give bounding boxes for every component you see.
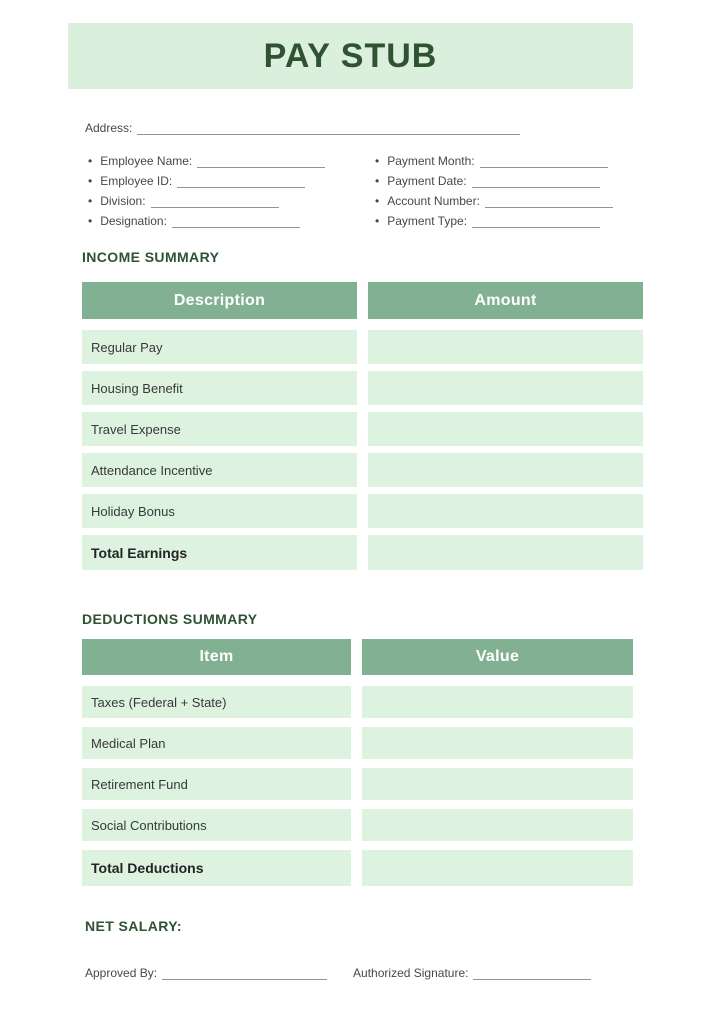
- field-label: Account Number:: [387, 194, 480, 208]
- column-gap: [357, 412, 368, 446]
- value-cell: [362, 727, 633, 759]
- item-cell: Retirement Fund: [82, 768, 351, 800]
- address-row: [85, 119, 724, 135]
- field-blank-line: [485, 197, 613, 208]
- amount-cell: [368, 371, 643, 405]
- field-designation: [88, 211, 375, 231]
- column-gap: [351, 850, 362, 886]
- header-band: [68, 23, 633, 89]
- address-label: Address:: [85, 121, 133, 135]
- table-row: [82, 727, 724, 759]
- bullet-icon: •: [88, 154, 93, 168]
- total-deductions-label: Total Deductions: [82, 850, 351, 886]
- address-blank-line: [137, 123, 520, 135]
- bullet-icon: •: [375, 174, 380, 188]
- field-blank-line: [480, 157, 608, 168]
- column-gap: [351, 639, 362, 675]
- amount-cell: [368, 494, 643, 528]
- field-label: Payment Month:: [387, 154, 475, 168]
- bullet-icon: •: [88, 194, 93, 208]
- column-header-amount: Amount: [368, 282, 643, 319]
- item-cell: Social Contributions: [82, 809, 351, 841]
- field-label: Payment Date:: [387, 174, 467, 188]
- column-header-description: Description: [82, 282, 357, 319]
- field-blank-line: [172, 217, 300, 228]
- value-cell: [362, 768, 633, 800]
- amount-cell: [368, 412, 643, 446]
- description-cell: Housing Benefit: [82, 371, 357, 405]
- field-label: Designation:: [100, 214, 167, 228]
- column-gap: [351, 727, 362, 759]
- field-blank-line: [472, 177, 600, 188]
- column-gap: [357, 330, 368, 364]
- field-label: Division:: [100, 194, 146, 208]
- column-gap: [357, 453, 368, 487]
- signature-footer: [85, 964, 724, 980]
- total-earnings-amount-cell: [368, 535, 643, 570]
- field-label: Payment Type:: [387, 214, 468, 228]
- item-cell: Taxes (Federal + State): [82, 686, 351, 718]
- total-deductions-row: [82, 850, 724, 886]
- table-row: [82, 686, 724, 718]
- column-header-item: Item: [82, 639, 351, 675]
- column-header-value: Value: [362, 639, 633, 675]
- value-cell: [362, 686, 633, 718]
- pay-stub-document: [0, 23, 724, 1024]
- field-label: Employee Name:: [100, 154, 193, 168]
- description-cell: Travel Expense: [82, 412, 357, 446]
- field-payment-month: [375, 151, 613, 171]
- employee-payment-fields: [88, 151, 724, 231]
- deductions-table: [82, 639, 724, 886]
- bullet-icon: •: [375, 154, 380, 168]
- value-cell: [362, 809, 633, 841]
- bullet-icon: •: [375, 194, 380, 208]
- employee-fields-column: [88, 151, 375, 231]
- field-employee-name: [88, 151, 375, 171]
- table-row: [82, 809, 724, 841]
- income-summary-heading: INCOME SUMMARY: [82, 249, 220, 265]
- column-gap: [351, 768, 362, 800]
- bullet-icon: •: [375, 214, 380, 228]
- item-cell: Medical Plan: [82, 727, 351, 759]
- payment-fields-column: [375, 151, 613, 231]
- bullet-icon: •: [88, 214, 93, 228]
- column-gap: [357, 535, 368, 570]
- amount-cell: [368, 330, 643, 364]
- description-cell: Attendance Incentive: [82, 453, 357, 487]
- deductions-summary-heading: DEDUCTIONS SUMMARY: [82, 611, 258, 627]
- amount-cell: [368, 453, 643, 487]
- authorized-signature-blank-line: [473, 968, 591, 980]
- income-table-header: [82, 282, 724, 319]
- approved-by-label: Approved By:: [85, 966, 158, 980]
- field-payment-date: [375, 171, 613, 191]
- table-row: [82, 412, 724, 446]
- total-deductions-value-cell: [362, 850, 633, 886]
- column-gap: [351, 686, 362, 718]
- column-gap: [357, 494, 368, 528]
- authorized-signature-label: Authorized Signature:: [353, 966, 469, 980]
- bullet-icon: •: [88, 174, 93, 188]
- field-payment-type: [375, 211, 613, 231]
- table-row: [82, 768, 724, 800]
- description-cell: Holiday Bonus: [82, 494, 357, 528]
- total-earnings-label: Total Earnings: [82, 535, 357, 570]
- deductions-table-header: [82, 639, 724, 675]
- field-blank-line: [472, 217, 600, 228]
- page-title: PAY STUB: [263, 36, 438, 75]
- column-gap: [351, 809, 362, 841]
- authorized-signature-group: [353, 966, 591, 980]
- table-row: [82, 330, 724, 364]
- approved-by-group: [85, 966, 327, 980]
- field-label: Employee ID:: [100, 174, 173, 188]
- income-table: [82, 282, 724, 570]
- total-earnings-row: [82, 535, 724, 570]
- field-blank-line: [151, 197, 279, 208]
- column-gap: [357, 282, 368, 319]
- field-employee-id: [88, 171, 375, 191]
- table-row: [82, 494, 724, 528]
- approved-by-blank-line: [162, 968, 327, 980]
- description-cell: Regular Pay: [82, 330, 357, 364]
- field-blank-line: [197, 157, 325, 168]
- net-salary-label: NET SALARY:: [85, 918, 182, 934]
- field-blank-line: [177, 177, 305, 188]
- table-row: [82, 453, 724, 487]
- table-row: [82, 371, 724, 405]
- field-division: [88, 191, 375, 211]
- field-account-number: [375, 191, 613, 211]
- column-gap: [357, 371, 368, 405]
